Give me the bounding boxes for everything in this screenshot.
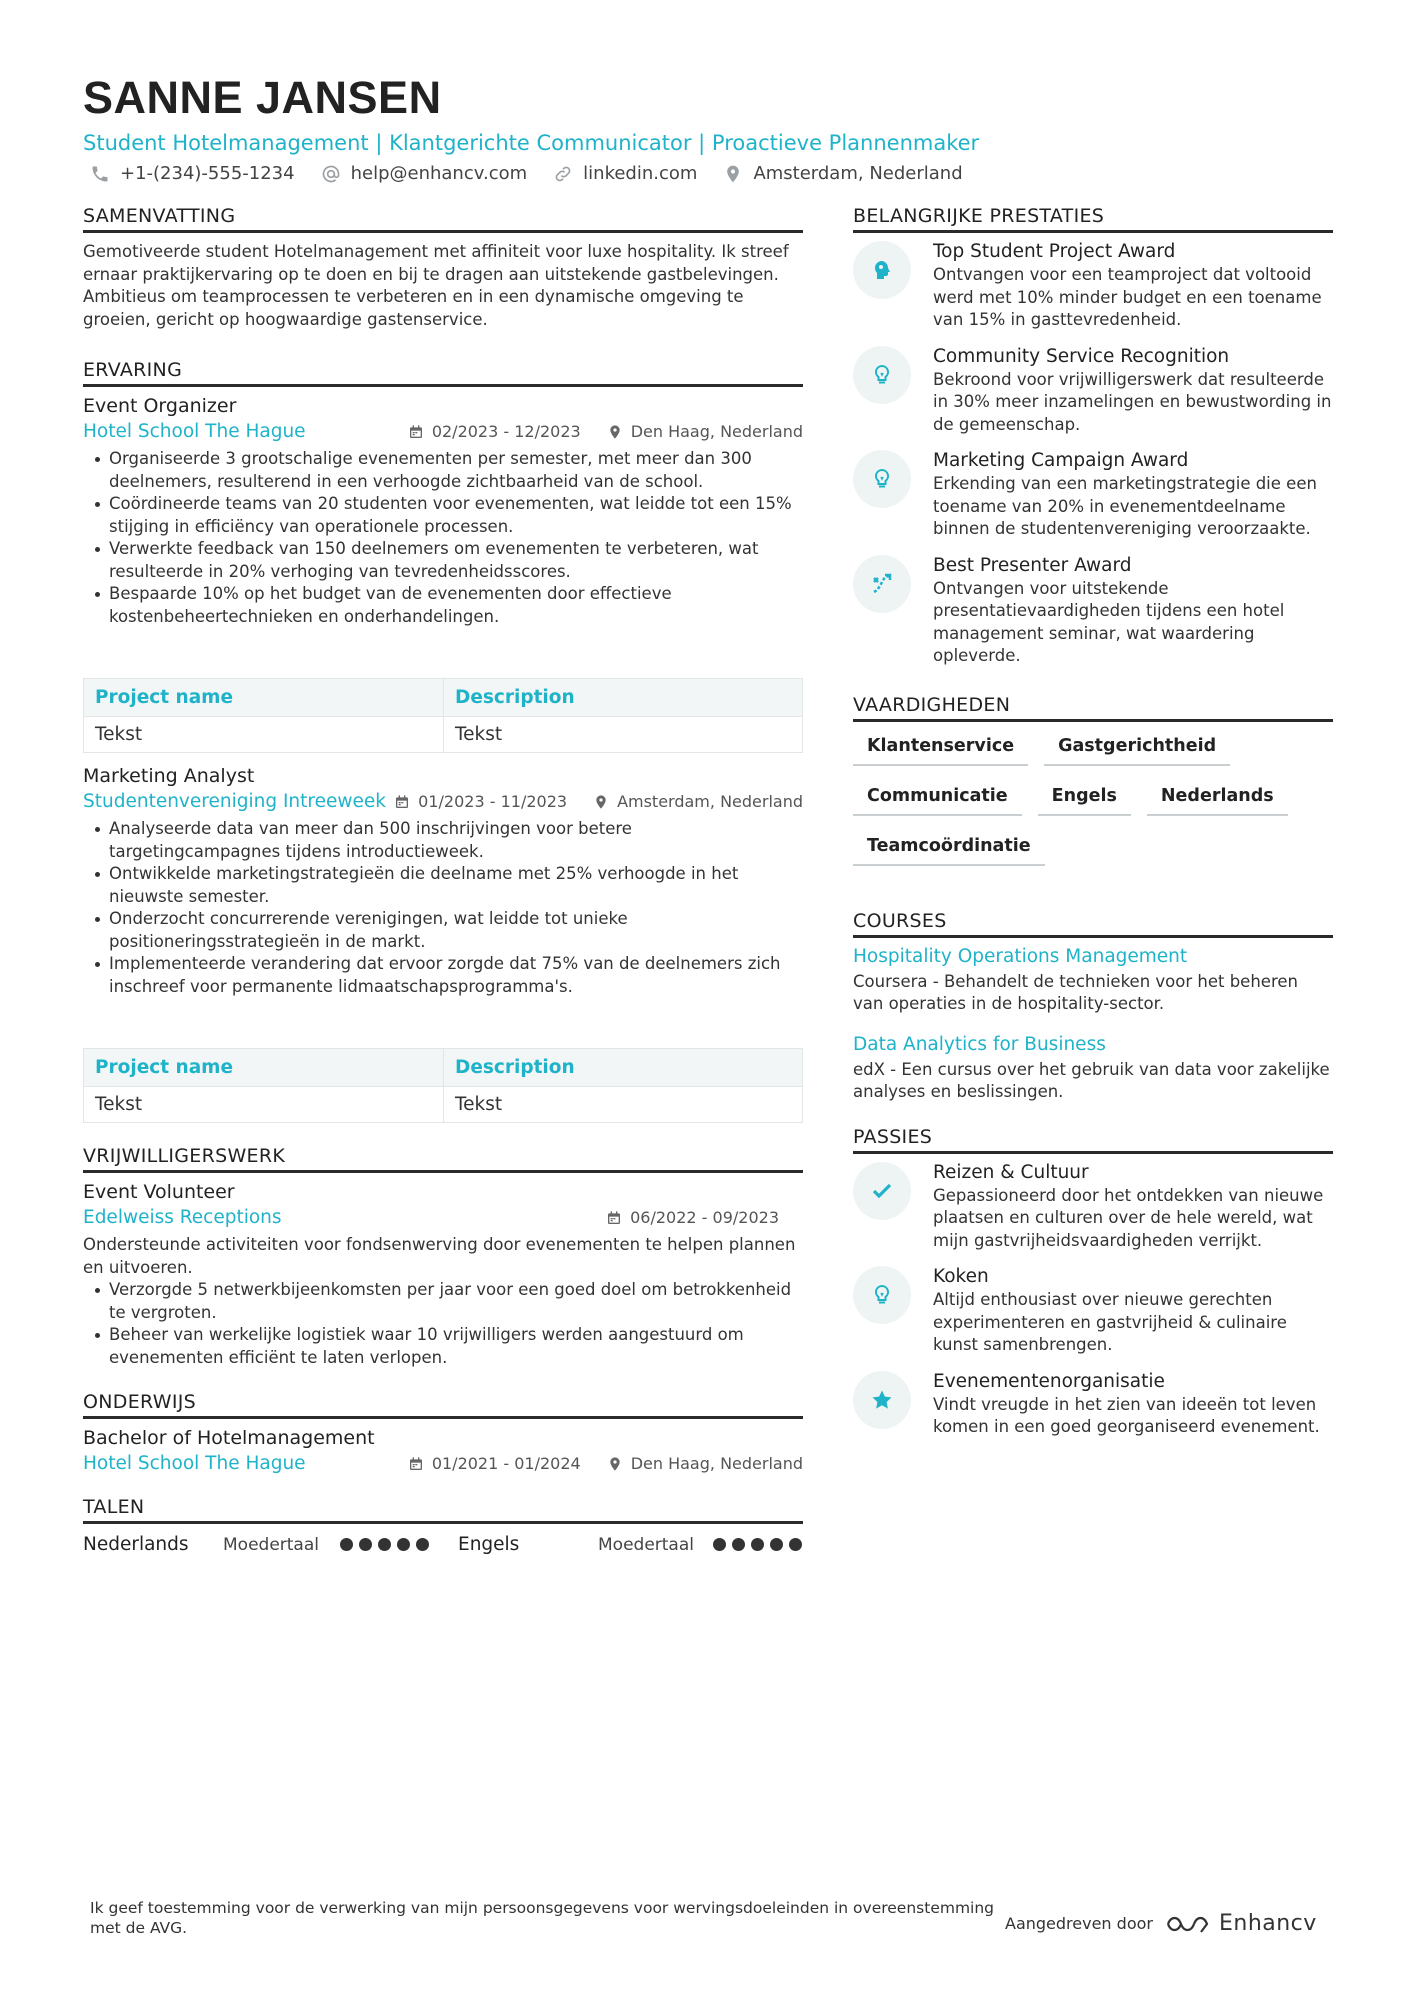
passion-text: Gepassioneerd door het ontdekken van nieuwe plaatsen en culturen over de hele wereld, wat mijn gastvrijheidsvaardigheden verrijkt. xyxy=(933,1185,1324,1250)
volunteer-dates-text: 06/2022 - 09/2023 xyxy=(630,1208,779,1227)
job-role: Marketing Analyst xyxy=(83,765,255,787)
achievement-icon-circle xyxy=(853,241,911,299)
table-header-row xyxy=(84,1049,803,1087)
experience-section xyxy=(83,359,803,1123)
language-level: Moedertaal xyxy=(598,1534,694,1555)
passions-section xyxy=(853,1126,1333,1439)
rating-dot xyxy=(770,1538,783,1551)
language-rating xyxy=(713,1538,802,1551)
contact-bar xyxy=(90,163,963,184)
passion-item xyxy=(853,1162,1333,1253)
achievement-icon-circle xyxy=(853,346,911,404)
rating-dot xyxy=(359,1538,372,1551)
location-pin-icon xyxy=(593,794,609,810)
skill-tag: Gastgerichtheid xyxy=(1044,730,1230,766)
headline: Student Hotelmanagement | Klantgerichte Communicator | Proactieve Plannenmaker xyxy=(83,131,980,155)
education-meta-right xyxy=(408,1454,803,1473)
language-name: Engels xyxy=(458,1534,520,1555)
achievement-item xyxy=(853,555,1333,668)
contact-location xyxy=(723,163,962,184)
section-title: SAMENVATTING xyxy=(83,205,803,233)
table-cell: Tekst xyxy=(84,717,444,753)
rating-dot xyxy=(789,1538,802,1551)
education-dates-text: 01/2021 - 01/2024 xyxy=(431,1454,581,1473)
education-dates xyxy=(408,1454,581,1473)
job-meta xyxy=(83,421,803,442)
job-dates-text: 02/2023 - 12/2023 xyxy=(431,422,581,441)
section-title: BELANGRIJKE PRESTATIES xyxy=(853,205,1333,233)
languages-section xyxy=(83,1496,803,1555)
summary-text: Gemotiveerde student Hotelmanagement met affiniteit voor luxe hospitality. Ik streef ernaar praktijkervaring op te doen en bij te dragen aan uitstekende gastbelevingen. Ambitieus om teamprocessen te verbeteren en in een dynamische omgeving te groeien, gericht op hoogwaardige gastenservice. xyxy=(83,242,789,329)
achievement-content xyxy=(933,346,1333,437)
achievement-item xyxy=(853,450,1333,541)
job-dates xyxy=(408,422,581,441)
table-header: Description xyxy=(444,679,803,717)
project-table xyxy=(83,1048,803,1123)
volunteer-meta xyxy=(83,1207,803,1228)
language-item xyxy=(458,1534,803,1555)
language-rating xyxy=(340,1538,429,1551)
job-role: Event Organizer xyxy=(83,395,237,417)
skill-tag: Teamcoördinatie xyxy=(853,830,1045,866)
location-pin-icon xyxy=(607,1456,623,1472)
passion-text: Altijd enthousiast over nieuwe gerechten experimenteren en gastvrijheid & culinaire kunst samenbrengen. xyxy=(933,1290,1287,1354)
job-entry xyxy=(83,395,803,753)
lightbulb-icon xyxy=(870,1283,894,1307)
achievement-title: Marketing Campaign Award xyxy=(933,450,1189,471)
table-header: Description xyxy=(444,1049,803,1087)
education-degree: Bachelor of Hotelmanagement xyxy=(83,1427,375,1449)
bullet-item: Implementeerde verandering dat ervoor zorgde dat 75% van de deelnemers zich inschreef voor permanente lidmaatschapsprogramma's. xyxy=(93,953,803,998)
table-cell: Tekst xyxy=(84,1087,444,1123)
lightbulb-icon xyxy=(870,363,894,387)
course-text: edX - Een cursus over het gebruik van data voor zakelijke analyses en beslissingen. xyxy=(853,1059,1330,1101)
passion-title: Koken xyxy=(933,1266,989,1287)
link-icon xyxy=(553,164,573,184)
contact-email[interactable] xyxy=(321,163,528,184)
achievement-content xyxy=(933,241,1333,332)
rating-dot xyxy=(713,1538,726,1551)
at-icon xyxy=(321,164,341,184)
table-cell: Tekst xyxy=(444,1087,803,1123)
job-meta xyxy=(83,791,803,812)
table-header-row xyxy=(84,679,803,717)
achievement-text: Bekroond voor vrijwilligerswerk dat resulteerde in 30% meer inzamelingen en bewustwording in de gemeenschap. xyxy=(933,369,1332,434)
achievement-item xyxy=(853,346,1333,437)
achievement-title: Community Service Recognition xyxy=(933,345,1230,367)
job-bullets xyxy=(83,448,803,628)
bullet-item: Analyseerde data van meer dan 500 inschrijvingen voor betere targetingcampagnes tijdens introductieweek. xyxy=(93,818,803,863)
rating-dot xyxy=(340,1538,353,1551)
brain-head-icon xyxy=(870,258,894,282)
volunteer-bullets xyxy=(83,1279,803,1369)
table-cell: Tekst xyxy=(444,717,803,753)
bullet-item: Bespaarde 10% op het budget van de evenementen door effectieve kostenbeheertechnieken en onderhandelingen. xyxy=(93,583,803,628)
passion-text: Vindt vreugde in het zien van ideeën tot leven komen in een goed georganiseerd evenement. xyxy=(933,1394,1320,1436)
passion-icon-circle xyxy=(853,1266,911,1324)
checkmark-icon xyxy=(870,1179,894,1203)
skill-tag: Klantenservice xyxy=(853,730,1028,766)
achievement-icon-circle xyxy=(853,450,911,508)
star-icon xyxy=(870,1388,894,1412)
phone-icon xyxy=(90,164,110,184)
section-title: VAARDIGHEDEN xyxy=(853,694,1333,722)
language-level: Moedertaal xyxy=(223,1534,319,1555)
brand-logo xyxy=(1165,1911,1317,1936)
job-meta-right xyxy=(394,792,803,811)
language-name: Nederlands xyxy=(83,1534,189,1555)
achievement-content xyxy=(933,555,1333,668)
skill-tag: Engels xyxy=(1038,780,1131,816)
education-section xyxy=(83,1391,803,1474)
volunteer-role: Event Volunteer xyxy=(83,1181,235,1203)
section-title: VRIJWILLIGERSWERK xyxy=(83,1145,803,1173)
job-entry xyxy=(83,765,803,1123)
volunteer-description: Ondersteunde activiteiten voor fondsenwerving door evenementen te helpen plannen en uitvoeren. xyxy=(83,1235,796,1277)
passion-content xyxy=(933,1266,1333,1357)
rating-dot xyxy=(378,1538,391,1551)
contact-phone[interactable] xyxy=(90,163,295,184)
passion-icon-circle xyxy=(853,1371,911,1429)
section-title: COURSES xyxy=(853,910,1333,938)
job-company: Studentenvereniging Intreeweek xyxy=(83,791,386,812)
location-pin-icon xyxy=(607,424,623,440)
section-title: PASSIES xyxy=(853,1126,1333,1154)
job-dates xyxy=(394,792,567,811)
strategy-arrow-icon xyxy=(870,572,894,596)
education-location-text: Den Haag, Nederland xyxy=(630,1454,803,1473)
bullet-item: Onderzocht concurrerende verenigingen, wat leidde tot unieke positioneringsstrategieën in de markt. xyxy=(93,908,803,953)
skill-tag: Communicatie xyxy=(853,780,1022,816)
volunteer-section xyxy=(83,1145,803,1369)
course-text: Coursera - Behandelt de technieken voor het beheren van operaties in de hospitality-sector. xyxy=(853,971,1298,1013)
lightbulb-icon xyxy=(870,467,894,491)
education-meta xyxy=(83,1453,803,1474)
achievement-icon-circle xyxy=(853,555,911,613)
passion-icon-circle xyxy=(853,1162,911,1220)
left-column xyxy=(83,205,803,1555)
achievement-title: Best Presenter Award xyxy=(933,554,1132,576)
education-location xyxy=(607,1454,803,1473)
table-header: Project name xyxy=(84,1049,444,1087)
powered-by-label: Aangedreven door xyxy=(1005,1914,1153,1933)
achievement-text: Erkending van een marketingstrategie die een toename van 20% in evenementdeelname binnen de studentenvereniging veroorzaakte. xyxy=(933,474,1317,538)
rating-dot xyxy=(397,1538,410,1551)
right-column xyxy=(853,205,1333,1453)
achievement-item xyxy=(853,241,1333,332)
achievements-section xyxy=(853,205,1333,668)
job-bullets xyxy=(83,818,803,998)
job-location-text: Amsterdam, Nederland xyxy=(617,792,803,811)
summary-section xyxy=(83,205,803,331)
passion-item xyxy=(853,1371,1333,1439)
email-text: help@enhancv.com xyxy=(350,163,528,184)
volunteer-company: Edelweiss Receptions xyxy=(83,1207,282,1228)
achievement-text: Ontvangen voor uitstekende presentatievaardigheden tijdens een hotel management seminar, wat waardering opleverde. xyxy=(933,578,1285,665)
passion-item xyxy=(853,1266,1333,1357)
job-location xyxy=(607,422,803,441)
rating-dot xyxy=(732,1538,745,1551)
rating-dot xyxy=(751,1538,764,1551)
volunteer-dates xyxy=(606,1208,779,1227)
job-meta-right xyxy=(408,422,803,441)
consent-text: Ik geef toestemming voor de verwerking van mijn persoonsgegevens voor wervingsdoeleinden in overeenstemming met de AVG. xyxy=(90,1899,995,1937)
calendar-icon xyxy=(408,1456,424,1472)
calendar-icon xyxy=(606,1210,622,1226)
courses-section xyxy=(853,910,1333,1104)
job-location xyxy=(593,792,803,811)
passion-title: Evenementenorganisatie xyxy=(933,1370,1165,1392)
bullet-item: Organiseerde 3 grootschalige evenementen per semester, met meer dan 300 deelnemers, resulterend in een verhoogde zichtbaarheid van de school. xyxy=(93,448,803,493)
job-location-text: Den Haag, Nederland xyxy=(630,422,803,441)
section-title: TALEN xyxy=(83,1496,803,1524)
table-row xyxy=(84,717,803,753)
section-title: ERVARING xyxy=(83,359,803,387)
job-dates-text: 01/2023 - 11/2023 xyxy=(418,792,568,811)
skills-section xyxy=(853,694,1333,866)
language-item xyxy=(83,1534,458,1555)
calendar-icon xyxy=(408,424,424,440)
table-row xyxy=(84,1087,803,1123)
brand-name: Enhancv xyxy=(1218,1911,1317,1936)
section-title: ONDERWIJS xyxy=(83,1391,803,1419)
location-pin-icon xyxy=(723,164,743,184)
powered-by[interactable] xyxy=(1005,1911,1317,1936)
volunteer-meta-right xyxy=(606,1208,779,1227)
project-table xyxy=(83,678,803,753)
bullet-item: Ontwikkelde marketingstrategieën die deelname met 25% verhoogde in het nieuwste semester. xyxy=(93,863,803,908)
achievement-title: Top Student Project Award xyxy=(933,241,1176,262)
linkedin-text: linkedin.com xyxy=(583,163,698,184)
skills-list xyxy=(853,730,1333,866)
calendar-icon xyxy=(394,794,410,810)
bullet-item: Coördineerde teams van 20 studenten voor evenementen, wat leidde tot een 15% stijging in efficiëncy van operationele processen. xyxy=(93,493,803,538)
job-company: Hotel School The Hague xyxy=(83,421,306,442)
candidate-name: SANNE JANSEN xyxy=(83,72,442,123)
bullet-item: Verwerkte feedback van 150 deelnemers om evenementen te verbeteren, wat resulteerde in 20% verhoging van tevredenheidsscores. xyxy=(93,538,803,583)
enhancv-logo-icon xyxy=(1165,1912,1211,1936)
education-school: Hotel School The Hague xyxy=(83,1453,306,1474)
contact-linkedin[interactable] xyxy=(553,163,697,184)
passion-content xyxy=(933,1162,1333,1253)
phone-text: +1-(234)-555-1234 xyxy=(120,163,295,184)
achievement-text: Ontvangen voor een teamproject dat voltooid werd met 10% minder budget en een toename van 15% in gasttevredenheid. xyxy=(933,265,1322,329)
passion-title: Reizen & Cultuur xyxy=(933,1161,1089,1183)
bullet-item: Beheer van werkelijke logistiek waar 10 vrijwilligers werden aangestuurd om evenementen efficiënt te laten verlopen. xyxy=(93,1324,803,1369)
language-row xyxy=(83,1534,803,1555)
course-title: Hospitality Operations Management xyxy=(853,945,1188,967)
course-title: Data Analytics for Business xyxy=(853,1033,1106,1055)
achievement-content xyxy=(933,450,1333,541)
passion-content xyxy=(933,1371,1333,1439)
bullet-item: Verzorgde 5 netwerkbijeenkomsten per jaar voor een goed doel om betrokkenheid te vergroten. xyxy=(93,1279,803,1324)
skill-tag: Nederlands xyxy=(1147,780,1288,816)
rating-dot xyxy=(416,1538,429,1551)
location-text: Amsterdam, Nederland xyxy=(753,163,963,184)
table-header: Project name xyxy=(84,679,444,717)
